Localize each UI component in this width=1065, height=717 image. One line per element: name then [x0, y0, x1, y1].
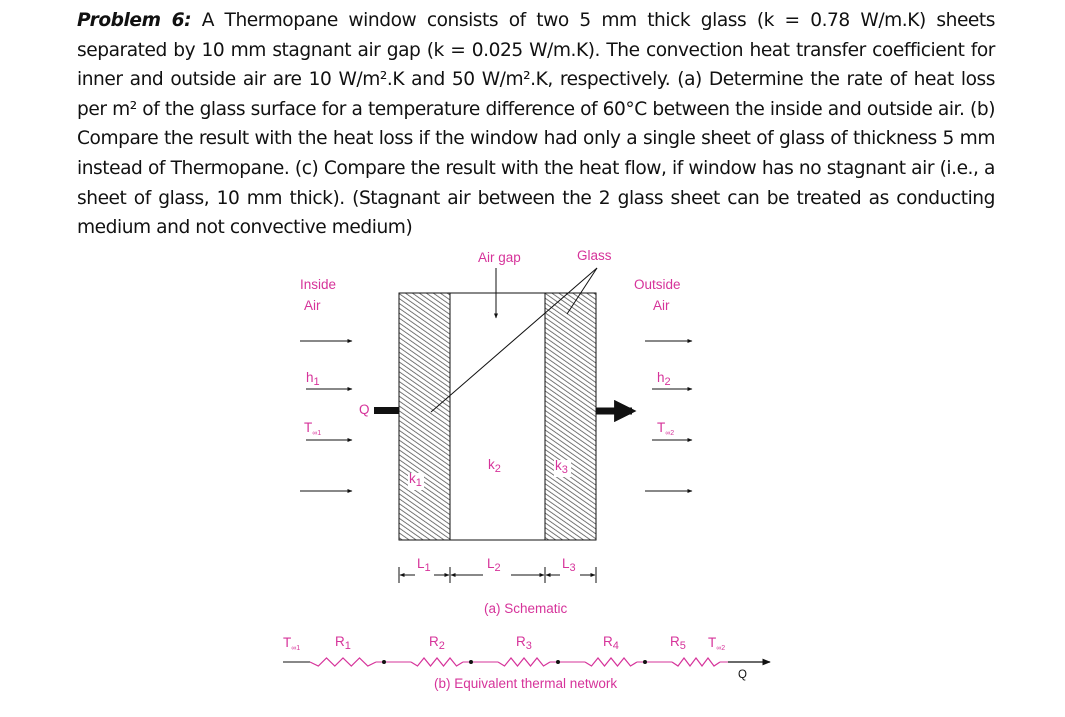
k2-label: $k_2$	[488, 457, 501, 475]
network-q-label: Q	[738, 669, 747, 681]
resistor-label-4: $R_4$	[603, 634, 619, 652]
q-label: Q	[359, 402, 370, 417]
heat-in-bar	[374, 407, 399, 414]
k1-label: $k_1$	[409, 471, 422, 489]
network-node	[556, 660, 560, 664]
resistor-5	[672, 658, 720, 666]
resistor-1	[310, 658, 376, 666]
glass-pane-outer	[545, 293, 596, 540]
resistor-label-2: $R_2$	[429, 634, 445, 652]
glass-label: Glass	[577, 248, 612, 263]
t-inf2-label: $T_{\infty 2}$	[657, 420, 675, 437]
network-node	[469, 660, 473, 664]
problem-heading: Problem 6:	[77, 10, 192, 31]
glass-pane-inner	[399, 293, 450, 540]
h2-label: $h_2$	[657, 370, 671, 388]
caption-schematic: (a) Schematic	[484, 601, 568, 616]
resistor-label-5: $R_5$	[670, 634, 686, 652]
problem-text: A Thermopane window consists of two 5 mm thick glass (k = 0.78 W/m.K) sheets separated by 10 mm stagnant air gap (k = 0.025 W/m.K). The convection heat transfer coefficient for inner and outside air are 10 W/m².K and 50 W/m².K, respectively. (a) Determine the rate of heat loss per m² of the glass surface for a temperature difference of 60°C between the inside and outside air. (b) Compare the result with the heat loss if the window had only a single sheet of glass of thickness 5 mm instead of Thermopane. (c) Compare the result with the heat flow, if window has no stagnant air (i.e., a sheet of glass, 10 mm thick). (Stagnant air between the 2 glass sheet can be treated as conducting medium and not convective medium)	[77, 10, 995, 239]
network-node	[382, 660, 386, 664]
inside-label: Inside	[300, 277, 337, 292]
air-gap-label: Air gap	[478, 250, 521, 265]
resistor-label-3: $R_3$	[516, 634, 532, 652]
l3-label: $L_3$	[562, 556, 576, 574]
network-node	[643, 660, 647, 664]
t-inf1-label: $T_{\infty 1}$	[304, 420, 322, 437]
outside-label: Outside	[634, 277, 681, 292]
inside-air-label: Air	[304, 298, 321, 313]
resistor-4	[585, 658, 637, 666]
resistor-3	[498, 658, 550, 666]
resistor-label-1: $R_1$	[335, 634, 351, 652]
l1-label: $L_1$	[417, 556, 431, 574]
caption-network: (b) Equivalent thermal network	[434, 676, 618, 691]
k3-label: $k_3$	[555, 458, 568, 476]
network-t-end: $T_{\infty 2}$	[708, 635, 726, 652]
network-t-start: $T_{\infty 1}$	[283, 635, 301, 652]
air-gap-region	[450, 293, 545, 540]
resistor-2	[411, 658, 463, 666]
h1-label: $h_1$	[306, 370, 320, 388]
outside-air-label: Air	[653, 298, 670, 313]
thermal-network	[283, 634, 770, 666]
l2-label: $L_2$	[487, 556, 501, 574]
